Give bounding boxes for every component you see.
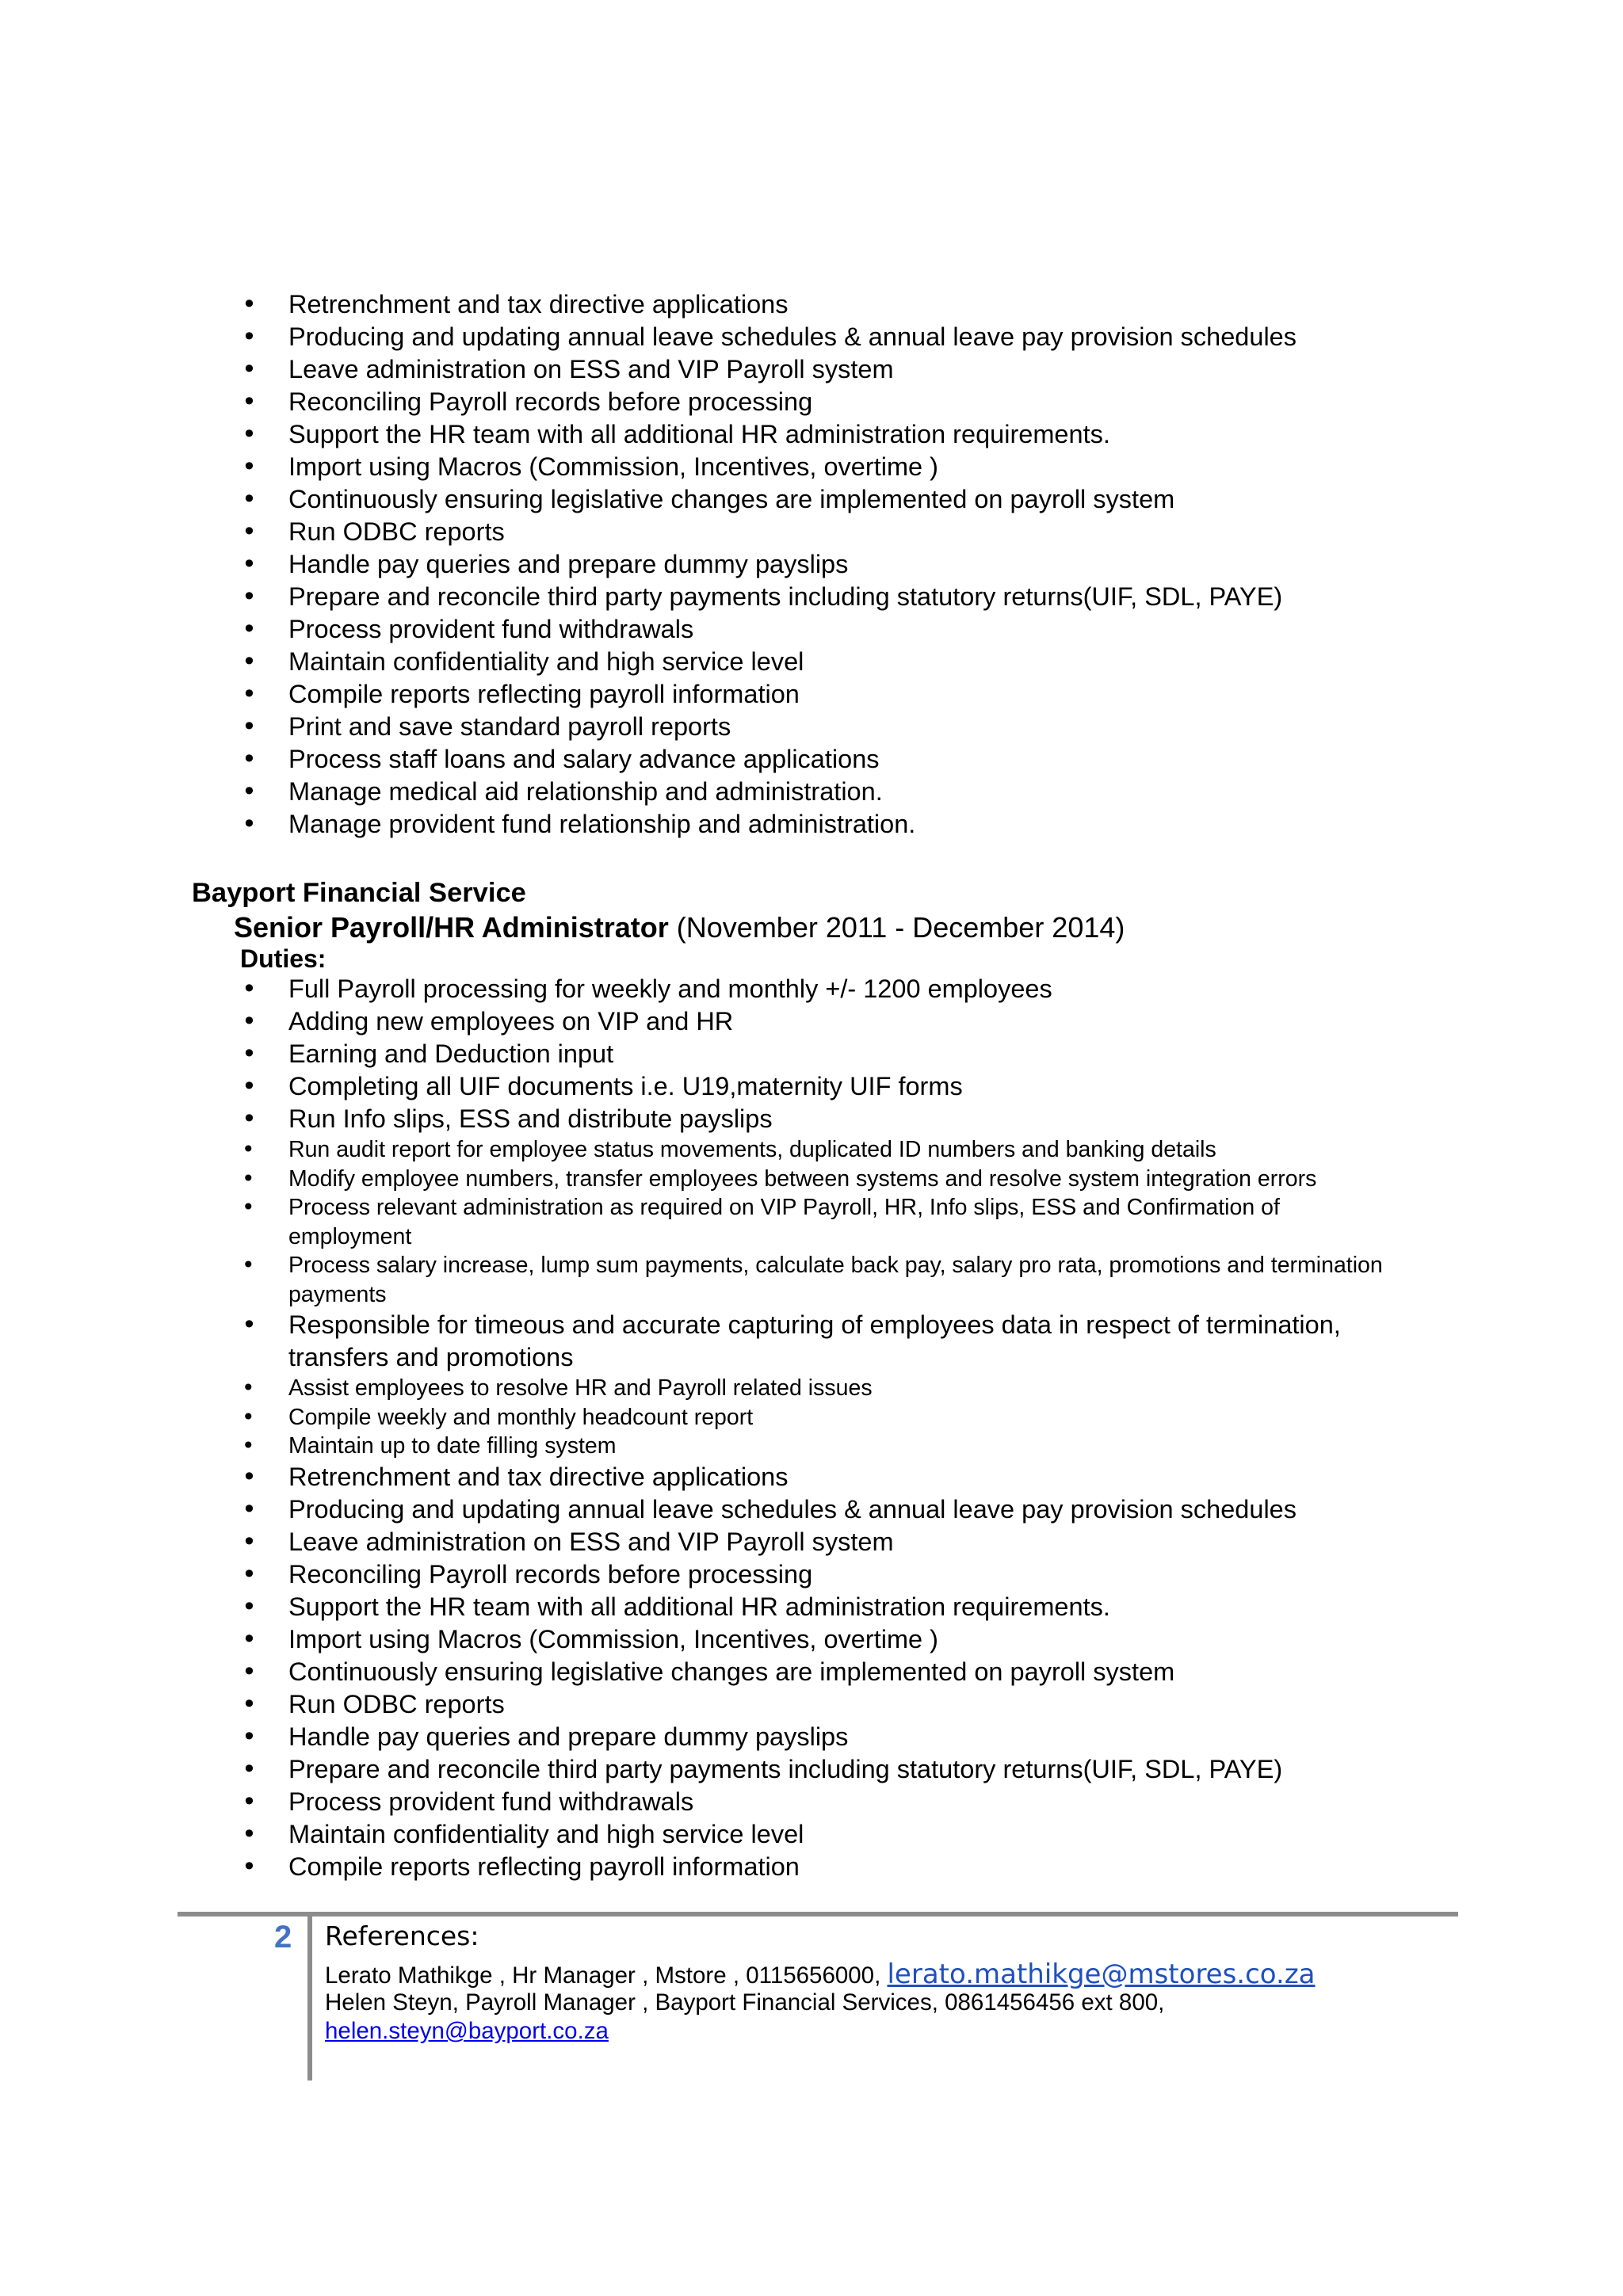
list-item: • Process relevant administration as required on VIP Payroll, HR, Info slips, ESS and Confirmation of employment (0, 1193, 1398, 1251)
list-item: • Process provident fund withdrawals (0, 1786, 1398, 1818)
footer-divider (178, 1912, 1458, 1917)
duties-list-previous (0, 288, 1623, 841)
list-item: • Adding new employees on VIP and HR (0, 1005, 1398, 1038)
list-item: • Maintain confidentiality and high service level (0, 646, 1398, 678)
list-item: • Full Payroll processing for weekly and monthly +/- 1200 employees (0, 973, 1398, 1005)
list-item: • Run Info slips, ESS and distribute payslips (0, 1103, 1398, 1135)
list-item: • Modify employee numbers, transfer employees between systems and resolve system integration errors (0, 1165, 1398, 1194)
list-item: • Process provident fund withdrawals (0, 613, 1398, 646)
list-item: • Support the HR team with all additional HR administration requirements. (0, 1591, 1398, 1623)
list-item: • Maintain confidentiality and high service level (0, 1818, 1398, 1851)
job-title: Senior Payroll/HR Administrator (234, 911, 669, 944)
reference-2-email-link[interactable]: helen.steyn@bayport.co.za (325, 2018, 609, 2044)
company-name: Bayport Financial Service (192, 878, 526, 908)
list-item: • Import using Macros (Commission, Incentives, overtime ) (0, 1623, 1398, 1656)
list-item: • Manage provident fund relationship and administration. (0, 808, 1398, 841)
list-item: • Producing and updating annual leave schedules & annual leave pay provision schedules (0, 321, 1398, 353)
list-item: • Retrenchment and tax directive applications (0, 1461, 1398, 1493)
list-item: • Process staff loans and salary advance applications (0, 743, 1398, 776)
list-item: • Prepare and reconcile third party payments including statutory returns(UIF, SDL, PAYE) (0, 1753, 1398, 1786)
job-period: (November 2011 - December 2014) (668, 911, 1125, 944)
list-item: • Leave administration on ESS and VIP Payroll system (0, 1526, 1398, 1558)
list-item: • Continuously ensuring legislative changes are implemented on payroll system (0, 1656, 1398, 1688)
list-item: • Print and save standard payroll reports (0, 711, 1398, 743)
list-item: • Handle pay queries and prepare dummy payslips (0, 1721, 1398, 1753)
list-item: • Retrenchment and tax directive applications (0, 288, 1398, 321)
list-item: • Assist employees to resolve HR and Payroll related issues (0, 1374, 1398, 1403)
page-number: 2 (274, 1920, 292, 1955)
reference-1 (325, 1958, 1316, 1990)
list-item: • Reconciling Payroll records before processing (0, 1558, 1398, 1591)
list-item: • Reconciling Payroll records before processing (0, 386, 1398, 418)
reference-1-text: Lerato Mathikge , Hr Manager , Mstore , 0115656000, (325, 1962, 888, 1989)
list-item: • Continuously ensuring legislative changes are implemented on payroll system (0, 483, 1398, 516)
duties-list-bayport (0, 973, 1623, 1883)
duties-label: Duties: (240, 944, 327, 973)
list-item: • Maintain up to date filling system (0, 1432, 1398, 1461)
list-item: • Responsible for timeous and accurate capturing of employees data in respect of termination, transfers and promotions (0, 1309, 1398, 1374)
reference-2: Helen Steyn, Payroll Manager , Bayport Financial Services, 0861456456 ext 800, (325, 1989, 1165, 2016)
list-item: • Support the HR team with all additional HR administration requirements. (0, 418, 1398, 451)
list-item: • Run ODBC reports (0, 516, 1398, 548)
reference-2-email-row (325, 2018, 609, 2045)
list-item: • Handle pay queries and prepare dummy payslips (0, 548, 1398, 581)
reference-1-email-link[interactable]: lerato.mathikge@mstores.co.za (887, 1958, 1316, 1990)
list-item: • Run audit report for employee status movements, duplicated ID numbers and banking details (0, 1135, 1398, 1165)
list-item: • Earning and Deduction input (0, 1038, 1398, 1070)
references-label: References: (325, 1920, 479, 1951)
list-item: • Compile reports reflecting payroll information (0, 1851, 1398, 1883)
job-title-line (234, 911, 1125, 944)
list-item: • Prepare and reconcile third party payments including statutory returns(UIF, SDL, PAYE) (0, 581, 1398, 613)
list-item: • Process salary increase, lump sum payments, calculate back pay, salary pro rata, promotions and termination payments (0, 1251, 1398, 1309)
list-item: • Completing all UIF documents i.e. U19,maternity UIF forms (0, 1070, 1398, 1103)
list-item: • Leave administration on ESS and VIP Payroll system (0, 353, 1398, 386)
list-item: • Import using Macros (Commission, Incentives, overtime ) (0, 451, 1398, 483)
list-item: • Manage medical aid relationship and administration. (0, 776, 1398, 808)
list-item: • Run ODBC reports (0, 1688, 1398, 1721)
list-item: • Compile reports reflecting payroll information (0, 678, 1398, 711)
list-item: • Compile weekly and monthly headcount report (0, 1403, 1398, 1432)
footer-vertical-divider (307, 1912, 312, 2081)
list-item: • Producing and updating annual leave schedules & annual leave pay provision schedules (0, 1493, 1398, 1526)
